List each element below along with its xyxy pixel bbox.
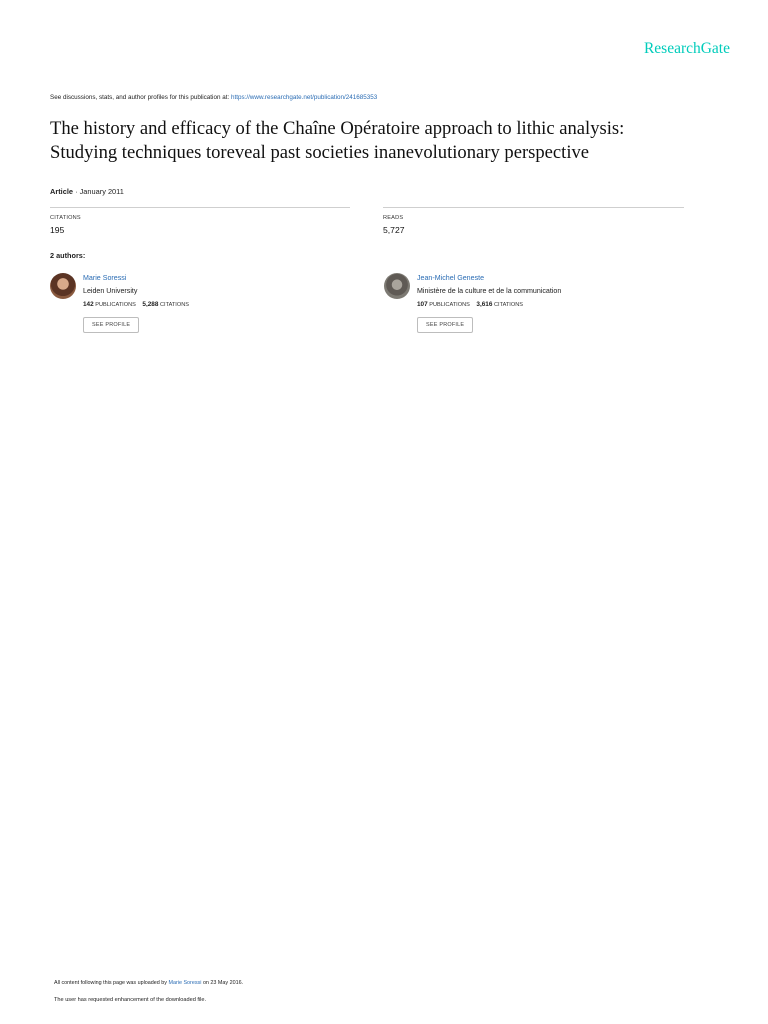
publications-count: 107 bbox=[417, 301, 428, 308]
see-profile-button[interactable]: SEE PROFILE bbox=[83, 317, 139, 333]
upload-prefix: All content following this page was uploaded by bbox=[54, 980, 167, 986]
publication-title-line-1: The history and efficacy of the Chaîne Opératoire approach to lithic analysis: bbox=[50, 118, 625, 139]
avatar[interactable] bbox=[384, 273, 410, 299]
upload-suffix: on 23 May 2016. bbox=[202, 980, 244, 986]
authors-heading: 2 authors: bbox=[50, 251, 86, 260]
publication-url-link[interactable]: https://www.researchgate.net/publication/241685353 bbox=[230, 94, 378, 101]
author-info bbox=[83, 274, 343, 333]
author-citations-label: CITATIONS bbox=[159, 302, 189, 308]
enhancement-note: The user has requested enhancement of the downloaded file. bbox=[54, 997, 207, 1003]
uploader-link[interactable]: Marie Soressi bbox=[168, 980, 202, 986]
author-institution: Ministère de la culture et de la communication bbox=[417, 287, 562, 295]
publications-label: PUBLICATIONS bbox=[95, 302, 136, 308]
upload-note bbox=[54, 980, 243, 986]
researchgate-logo[interactable]: ResearchGate bbox=[643, 40, 730, 57]
author-stats bbox=[417, 301, 677, 308]
author-citations-label: CITATIONS bbox=[493, 302, 523, 308]
discussion-line bbox=[50, 94, 377, 101]
author-info bbox=[417, 274, 677, 333]
article-date: January 2011 bbox=[79, 187, 124, 196]
author-citations-count: 5,288 bbox=[142, 301, 159, 308]
publication-title-line-2: Studying techniques toreveal past societies inanevolutionary perspective bbox=[50, 142, 590, 163]
discussion-text: See discussions, stats, and author profiles for this publication at: bbox=[50, 94, 230, 101]
publications-count: 142 bbox=[83, 301, 94, 308]
citations-label: CITATIONS bbox=[50, 215, 81, 221]
publication-title bbox=[50, 117, 740, 165]
see-profile-button[interactable]: SEE PROFILE bbox=[417, 317, 473, 333]
reads-label: READS bbox=[383, 215, 404, 221]
author-name-link[interactable]: Marie Soressi bbox=[83, 274, 127, 282]
author-citations-count: 3,616 bbox=[476, 301, 493, 308]
reads-value: 5,727 bbox=[383, 225, 405, 235]
meta-separator: · bbox=[73, 187, 80, 196]
publications-label: PUBLICATIONS bbox=[429, 302, 470, 308]
citations-value: 195 bbox=[50, 225, 65, 235]
reads-stat bbox=[383, 207, 684, 235]
author-name-link[interactable]: Jean-Michel Geneste bbox=[417, 274, 485, 282]
citations-stat bbox=[50, 207, 350, 235]
avatar[interactable] bbox=[50, 273, 76, 299]
article-type: Article bbox=[50, 187, 74, 196]
author-institution: Leiden University bbox=[83, 287, 138, 295]
author-stats bbox=[83, 301, 343, 308]
article-meta bbox=[50, 187, 124, 196]
